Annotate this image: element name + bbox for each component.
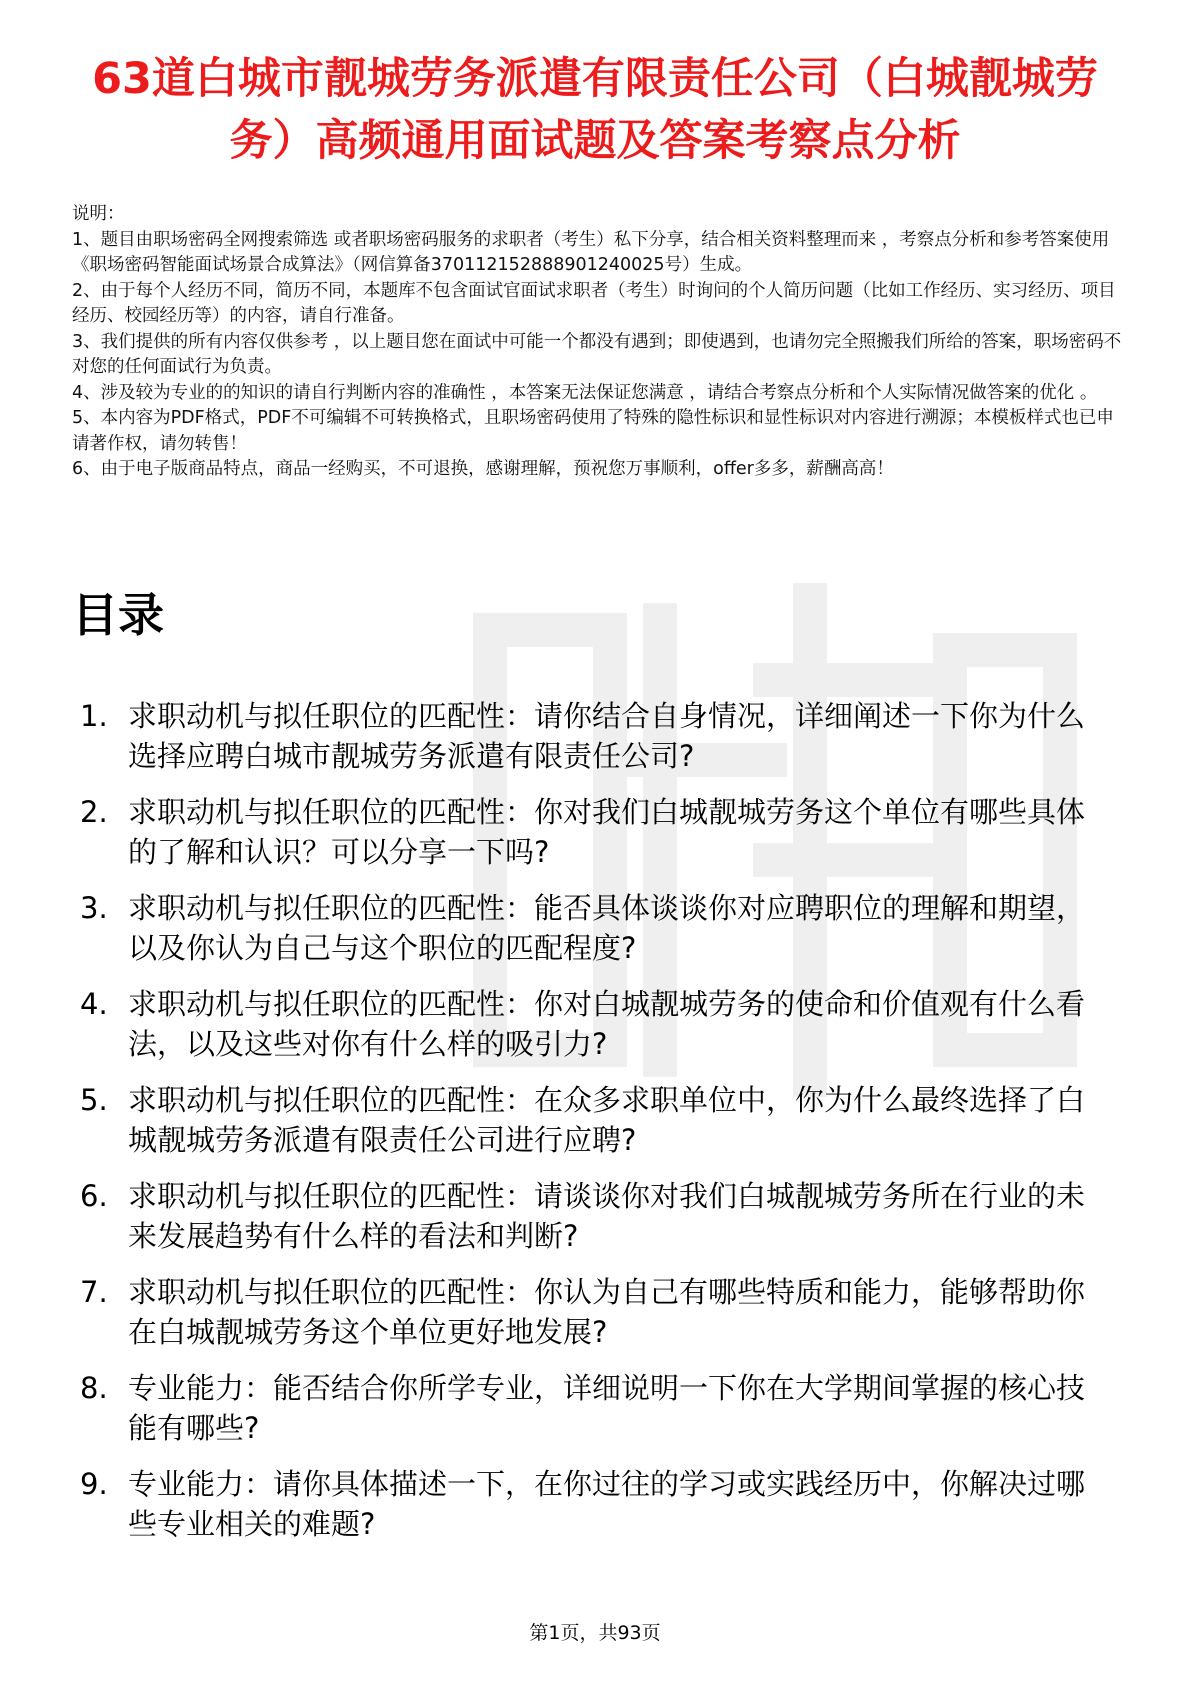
note-item: 4、涉及较为专业的的知识的请自行判断内容的准确性 ，本答案无法保证您满意 ，请结合考察点分析和个人实际情况做答案的优化 。	[72, 382, 1098, 403]
toc-item-number: 9.	[80, 1467, 108, 1501]
toc-item-text: 求职动机与拟任职位的匹配性：你认为自己有哪些特质和能力，能够帮助你在白城靓城劳务这个单位更好地发展?	[128, 1275, 1086, 1349]
toc-item-text: 求职动机与拟任职位的匹配性：你对我们白城靓城劳务这个单位有哪些具体的了解和认识？可以分享一下吗?	[128, 795, 1086, 869]
toc-item[interactable]	[72, 1368, 1112, 1448]
toc-item[interactable]	[72, 1080, 1112, 1160]
toc-item-text: 专业能力：请你具体描述一下，在你过往的学习或实践经历中，你解决过哪些专业相关的难题?	[128, 1467, 1086, 1541]
note-item: 6、由于电子版商品特点，商品一经购买，不可退换，感谢理解，预祝您万事顺利，offer多多，薪酬高高！	[72, 459, 894, 479]
note-item: 3、我们提供的所有内容仅供参考 ，以上题目您在面试中可能一个都没有遇到；即使遇到，也请勿完全照搬我们所给的答案，职场密码不对您的任何面试行为负责。	[72, 331, 1122, 377]
toc-item-number: 2.	[80, 795, 108, 829]
toc-item-number: 6.	[80, 1179, 108, 1213]
toc-item-text: 求职动机与拟任职位的匹配性：你对白城靓城劳务的使命和价值观有什么看法，以及这些对你有什么样的吸引力?	[128, 987, 1086, 1061]
toc-item-text: 求职动机与拟任职位的匹配性：请你结合自身情况，详细阐述一下你为什么选择应聘白城市靓城劳务派遣有限责任公司?	[128, 699, 1086, 773]
page-number-footer: 第1页，共93页	[529, 1622, 661, 1644]
toc-item-number: 1.	[80, 699, 108, 733]
notes-heading: 说明：	[72, 204, 125, 224]
toc-item[interactable]	[72, 1176, 1112, 1256]
note-item: 1、题目由职场密码全网搜索筛选 或者职场密码服务的求职者（考生）私下分享，结合相关资料整理而来 ，考察点分析和参考答案使用《职场密码智能面试场景合成算法》（网信算备370112152888901240025号）生成。	[72, 229, 1110, 275]
note-item: 5、本内容为PDF格式，PDF不可编辑不可转换格式，且职场密码使用了特殊的隐性标识和显性标识对内容进行溯源；本模板样式也已申请著作权，请勿转售！	[72, 408, 1114, 454]
toc-item[interactable]	[72, 1272, 1112, 1352]
disclaimer-notes	[72, 202, 1122, 483]
toc-item[interactable]	[72, 696, 1112, 776]
toc-item-number: 4.	[80, 987, 108, 1021]
toc-item-number: 3.	[80, 891, 108, 925]
toc-item[interactable]	[72, 1464, 1112, 1544]
document-title: 63道白城市靓城劳务派遣有限责任公司（白城靓城劳务）高频通用面试题及答案考察点分析	[92, 54, 1098, 166]
toc-item-text: 求职动机与拟任职位的匹配性：请谈谈你对我们白城靓城劳务所在行业的未来发展趋势有什么样的看法和判断?	[128, 1179, 1086, 1253]
toc-item-number: 5.	[80, 1083, 108, 1117]
toc-item-number: 8.	[80, 1371, 108, 1405]
toc-heading: 目录	[72, 588, 164, 642]
note-item: 2、由于每个人经历不同，简历不同，本题库不包含面试官面试求职者（考生）时询问的个人简历问题（比如工作经历、实习经历、项目经历、校园经历等）的内容，请自行准备。	[72, 280, 1116, 326]
toc-item-text: 求职动机与拟任职位的匹配性：能否具体谈谈你对应聘职位的理解和期望，以及你认为自己与这个职位的匹配程度?	[128, 891, 1086, 965]
toc-item[interactable]	[72, 888, 1112, 968]
toc-item-text: 求职动机与拟任职位的匹配性：在众多求职单位中，你为什么最终选择了白城靓城劳务派遣有限责任公司进行应聘?	[128, 1083, 1086, 1157]
table-of-contents	[72, 696, 1112, 1560]
toc-item-number: 7.	[80, 1275, 108, 1309]
toc-item[interactable]	[72, 792, 1112, 872]
toc-item-text: 专业能力：能否结合你所学专业，详细说明一下你在大学期间掌握的核心技能有哪些?	[128, 1371, 1086, 1445]
toc-item[interactable]	[72, 984, 1112, 1064]
